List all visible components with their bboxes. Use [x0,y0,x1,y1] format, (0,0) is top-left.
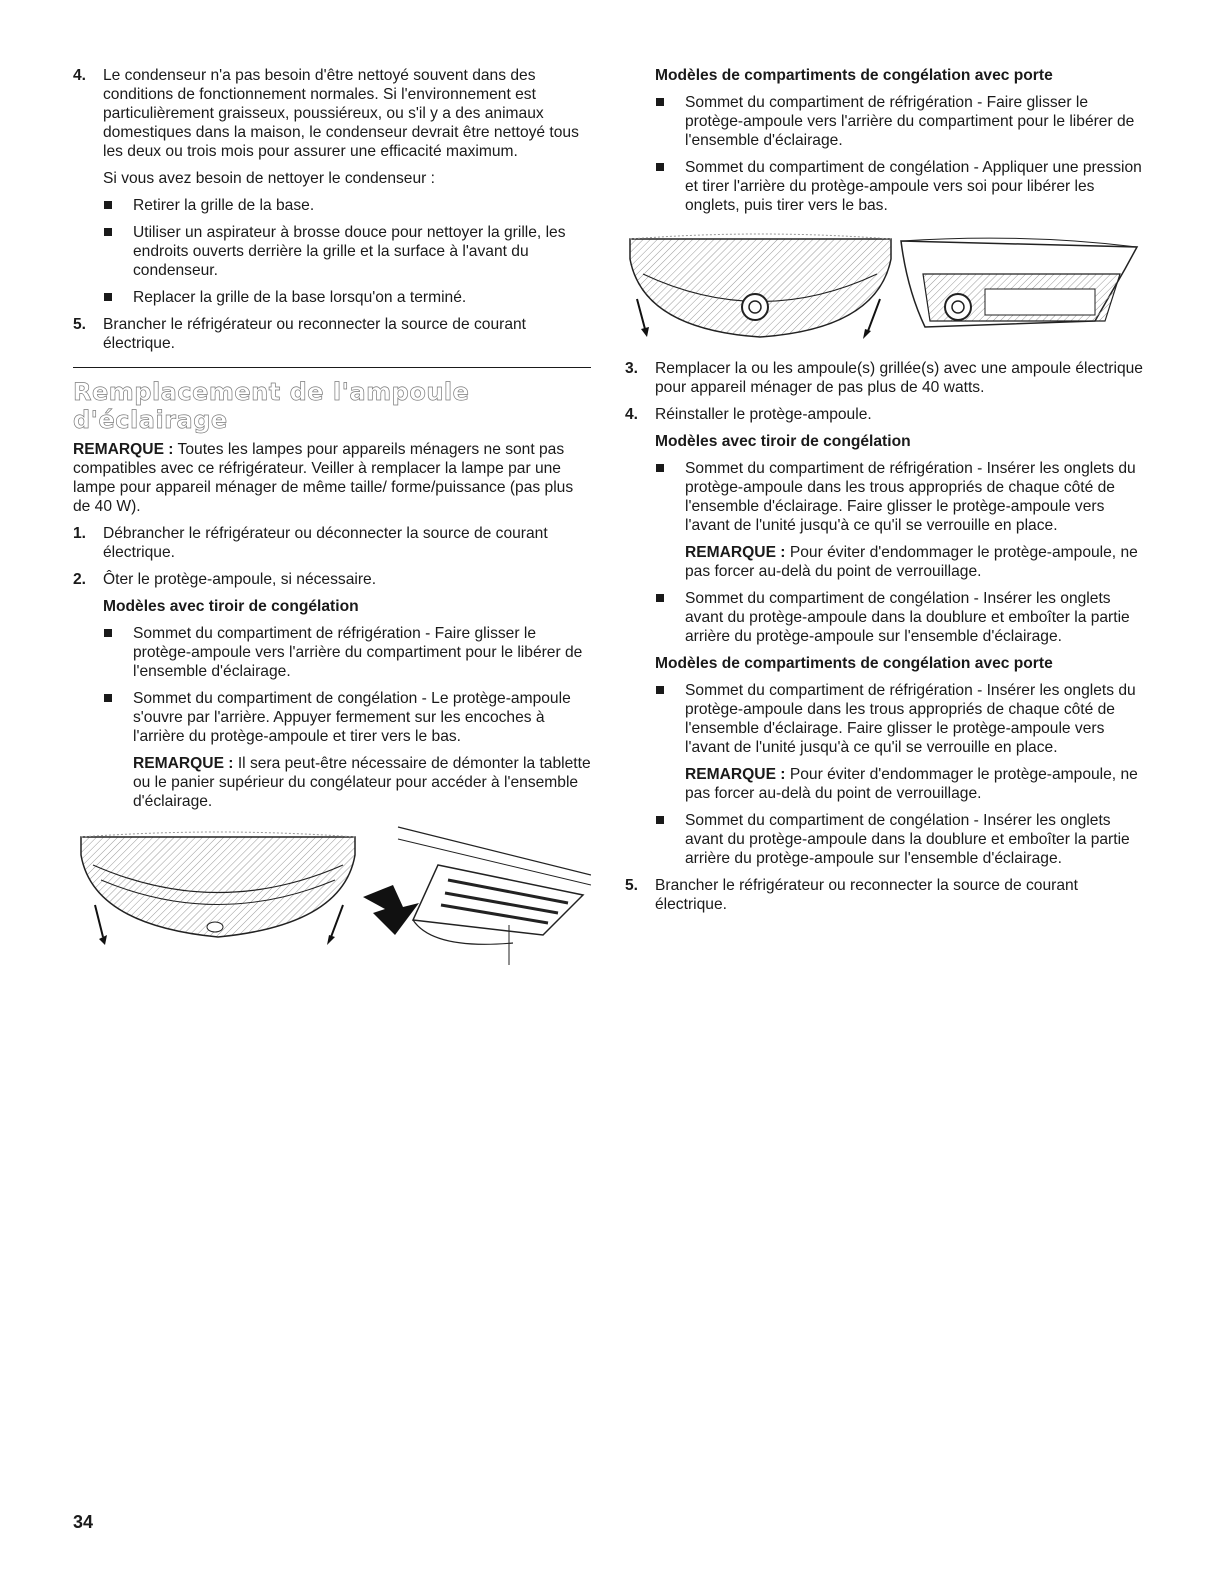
step-number: 4. [625,406,639,423]
light-shield-illustration-left [73,825,591,965]
note-label: REMARQUE : [133,755,234,772]
note-paragraph [685,765,1150,803]
list-item: Sommet du compartiment de congélation - Le protège-ampoule s'ouvre par l'arrière. Appuyer fermement sur les encoches à l'arrière du protège-ampoule et tirer vers le bas. [103,689,591,746]
step-2-remove-shield [73,570,591,589]
porte-reinstall-block [625,654,1150,868]
step-number: 2. [73,571,87,588]
step-number: 3. [625,360,639,377]
step-5-reconnect [73,315,591,353]
step-text: Brancher le réfrigérateur ou reconnecter la source de courant électrique. [103,316,526,352]
remarque-paragraph [73,440,591,516]
remarque-text: Toutes les lampes pour appareils ménagers ne sont pas compatibles avec ce réfrigérateur. Veiller à remplacer la lampe par une lampe pour appareil ménager de même taille/ forme/puissance (pas plus de 40 W). [73,441,574,515]
list-item: Sommet du compartiment de réfrigération - Faire glisser le protège-ampoule vers l'arrière du compartiment pour le libérer de l'ensemble d'éclairage. [655,93,1150,150]
subhead-porte: Modèles de compartiments de congélation avec porte [655,655,1053,672]
remarque-label: REMARQUE : [73,441,174,458]
step-text: Brancher le réfrigérateur ou reconnecter la source de courant électrique. [655,877,1078,913]
page-number: 34 [73,1512,94,1532]
porte-block [625,66,1150,215]
list-item: Sommet du compartiment de réfrigération - Insérer les onglets du protège-ampoule dans les trous appropriés de chaque côté de l'ensemble d'éclairage. Faire glisser le protège-ampoule vers l'avant de l'unité jusqu'à ce qu'il se verrouille en place. [655,459,1150,535]
step-4-condenser [73,66,591,161]
note-text: Pour éviter d'endommager le protège-ampoule, ne pas forcer au-delà du point de verrouillage. [685,766,1138,802]
shield-dome-drawing [81,832,355,945]
step-text: Débrancher le réfrigérateur ou déconnecter la source de courant électrique. [103,525,548,561]
step-text: Le condenseur n'a pas besoin d'être nettoyé souvent dans des conditions de fonctionnement normales. Si l'environnement est particulièrement graisseux, poussiéreux, ou s'il y a des animaux domestiques dans la maison, le condenseur devrait être nettoyé tous les deux ou trois mois pour assurer une efficacité maximum. [103,67,579,160]
down-arrow-icon [363,885,419,935]
subhead-tiroir: Modèles avec tiroir de congélation [655,433,911,450]
list-item: Replacer la grille de la base lorsqu'on a terminé. [103,288,591,307]
step-number: 4. [73,67,87,84]
note-text: Il sera peut-être nécessaire de démonter la tablette ou le panier supérieur du congélateur pour accéder à l'ensemble d'éclairage. [133,755,591,810]
right-column [625,66,1150,922]
step-number: 5. [625,877,639,894]
step-4-reinstall [625,405,1150,424]
list-item: Sommet du compartiment de réfrigération - Faire glisser le protège-ampoule vers l'arrière du compartiment pour le libérer de l'ensemble d'éclairage. [103,624,591,681]
note-label: REMARQUE : [685,766,786,783]
note-text: Pour éviter d'endommager le protège-ampoule, ne pas forcer au-delà du point de verrouillage. [685,544,1138,580]
step-text: Réinstaller le protège-ampoule. [655,406,872,423]
step-text: Remplacer la ou les ampoule(s) grillée(s) avec une ampoule électrique pour appareil ménager de pas plus de 40 watts. [655,360,1143,396]
shield-housing-drawing [901,238,1137,327]
tiroir-reinstall-block [625,432,1150,646]
left-column [73,66,591,965]
list-item: Sommet du compartiment de congélation - Insérer les onglets avant du protège-ampoule dans la doublure et emboîter la partie arrière du protège-ampoule sur l'ensemble d'éclairage. [655,589,1150,646]
list-item: Retirer la grille de la base. [103,196,591,215]
step-1-unplug [73,524,591,562]
shield-slide-drawing [363,827,591,965]
section-title: Remplacement de l'ampoule d'éclairage [73,378,470,434]
list-item: Sommet du compartiment de congélation - Insérer les onglets avant du protège-ampoule dans la doublure et emboîter la partie arrière du protège-ampoule sur l'ensemble d'éclairage. [655,811,1150,868]
step-3-replace-bulb [625,359,1150,397]
list-item: Utiliser un aspirateur à brosse douce pour nettoyer la grille, les endroits ouverts derrière la grille et la surface à l'avant du condenseur. [103,223,591,280]
step-number: 5. [73,316,87,333]
condenser-bullets [73,196,591,307]
step-number: 1. [73,525,87,542]
subhead-tiroir: Modèles avec tiroir de congélation [103,598,359,615]
step-5-reconnect [625,876,1150,914]
subhead-porte: Modèles de compartiments de congélation avec porte [655,67,1053,84]
tiroir-block [73,597,591,811]
list-item: Sommet du compartiment de congélation - Appliquer une pression et tirer l'arrière du protège-ampoule vers soi pour libérer les onglets, puis tirer vers le bas. [655,158,1150,215]
list-item: Sommet du compartiment de réfrigération - Insérer les onglets du protège-ampoule dans les trous appropriés de chaque côté de l'ensemble d'éclairage. Faire glisser le protège-ampoule vers l'avant de l'unité jusqu'à ce qu'il se verrouille en place. [655,681,1150,757]
note-paragraph [685,543,1150,581]
note-label: REMARQUE : [685,544,786,561]
light-shield-illustration-right [625,229,1150,347]
condenser-intro: Si vous avez besoin de nettoyer le condenseur : [103,170,436,187]
shield-dome-drawing [630,234,891,339]
section-divider [73,367,591,368]
note-paragraph [133,754,591,811]
step-text: Ôter le protège-ampoule, si nécessaire. [103,571,377,588]
